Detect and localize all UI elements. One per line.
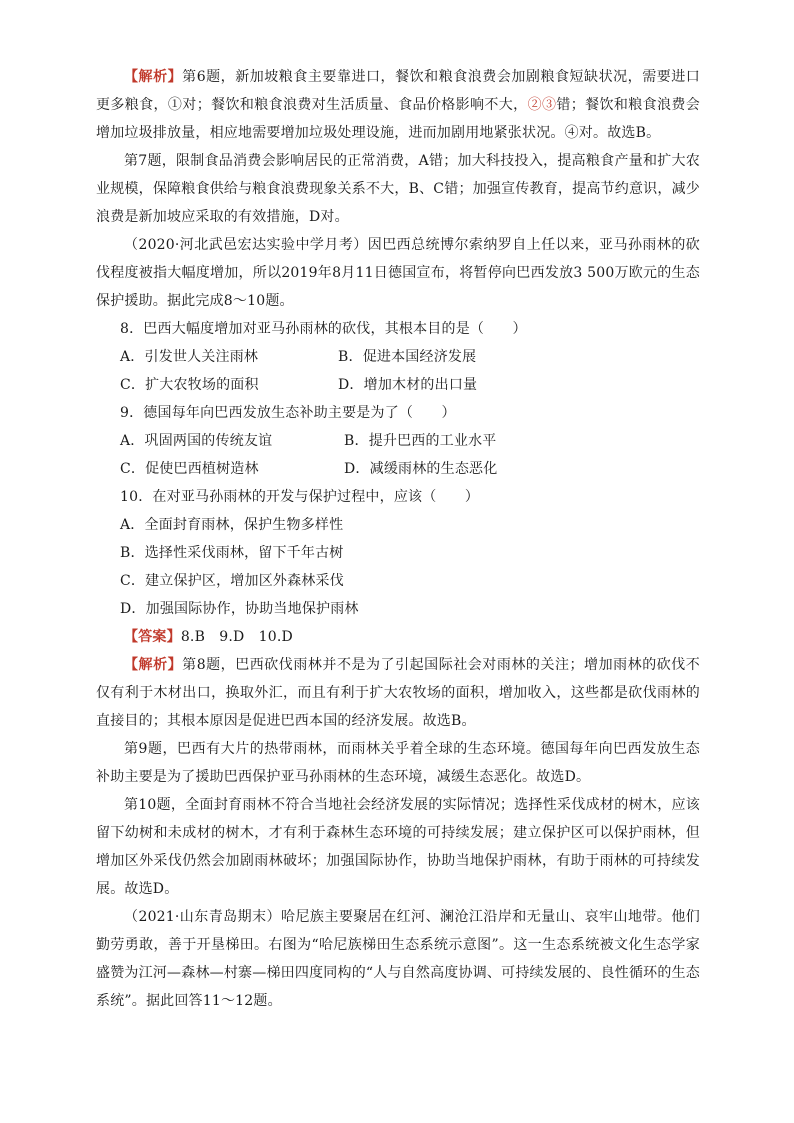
- analysis-q6-text-2: 错；餐饮和粮食浪费会增加垃圾排放量，相应地需要增加垃圾处理设施，进而加剧用地紧张状况。④对。故选B。: [96, 97, 701, 141]
- question-10-option-a: A．全面封育雨林，保护生物多样性: [120, 517, 344, 533]
- question-9-options-row-1: [96, 427, 700, 455]
- analysis-q10: 第10题，全面封育雨林不符合当地社会经济发展的实际情况；选择性采伐成材的树木，应该留下幼树和未成材的树木，才有利于森林生态环境的可持续发展；建立保护区可以保护雨林，但增加区外采伐仍然会加剧雨林破坏；加强国际协作，协助当地保护雨林，有助于雨林的可持续发展。故选D。: [96, 797, 700, 897]
- document-content: [96, 63, 700, 1015]
- analysis-tag: 【解析】: [124, 69, 183, 85]
- analysis-q8-text: 第8题，巴西砍伐雨林并不是为了引起国际社会对雨林的关注；增加雨林的砍伐不仅有利于木材出口，换取外汇，而且有利于扩大农牧场的面积，增加收入，这些都是砍伐雨林的直接目的；其根本原因是促进巴西本国的经济发展。故选B。: [96, 657, 700, 729]
- question-8-option-a: A．引发世人关注雨林: [120, 349, 259, 365]
- question-9-options-row-2: [96, 455, 700, 483]
- question-10-option-c: C．建立保护区，增加区外森林采伐: [120, 573, 344, 589]
- question-9-option-d: D．减缓雨林的生态恶化: [344, 461, 498, 477]
- question-9-option-b: B．提升巴西的工业水平: [344, 433, 497, 449]
- question-8-option-b: B．促进本国经济发展: [338, 349, 477, 365]
- question-8-option-c: C．扩大农牧场的面积: [120, 377, 259, 393]
- question-9-option-c: C．促使巴西植树造林: [120, 461, 259, 477]
- question-10-stem: 10．在对亚马孙雨林的开发与保护过程中，应该（ ）: [120, 489, 480, 505]
- question-8-options-row-2: [96, 371, 700, 399]
- analysis-q7: 第7题，限制食品消费会影响居民的正常消费，A错；加大科技投入，提高粮食产量和扩大农业规模，保障粮食供给与粮食浪费现象关系不大，B、C错；加强宣传教育，提高节约意识，减少浪费是新加坡应采取的有效措施，D对。: [96, 153, 700, 225]
- analysis-q9: 第9题，巴西有大片的热带雨林，而雨林关乎着全球的生态环境。德国每年向巴西发放生态补助主要是为了援助巴西保护亚马孙雨林的生态环境，减缓生态恶化。故选D。: [96, 741, 700, 785]
- question-intro-8-10: （2020·河北武邑宏达实验中学月考）因巴西总统博尔索纳罗自上任以来，亚马孙雨林的砍伐程度被指大幅度增加，所以2019年8月11日德国宣布，将暂停向巴西发放3 500万欧元的生态保护援助。据此完成8～10题。: [96, 237, 700, 309]
- question-9-stem: 9．德国每年向巴西发放生态补助主要是为了（ ）: [120, 405, 456, 421]
- analysis-q6-text-1: 第6题，新加坡粮食主要靠进口，餐饮和粮食浪费会加剧粮食短缺状况，需要进口更多粮食，①对；餐饮和粮食浪费对生活质量、食品价格影响不大，: [96, 69, 700, 113]
- answer-text: 8.B 9.D 10.D: [180, 629, 293, 645]
- question-8-options-row-1: [96, 343, 700, 371]
- answer-line: [96, 623, 700, 651]
- analysis-tag: 【解析】: [124, 657, 183, 673]
- analysis-q6: [96, 63, 700, 147]
- question-intro-11-12: （2021·山东青岛期末）哈尼族主要聚居在红河、澜沧江沿岸和无量山、哀牢山地带。他们勤劳勇敢，善于开垦梯田。右图为“哈尼族梯田生态系统示意图”。这一生态系统被文化生态学家盛赞为江河—森林—村寨—梯田四度同构的“人与自然高度协调、可持续发展的、良性循环的生态系统”。据此回答11～12题。: [96, 909, 700, 1009]
- question-10-option-d: D．加强国际协作，协助当地保护雨林: [120, 601, 359, 617]
- question-9-option-a: A．巩固两国的传统友谊: [120, 433, 273, 449]
- question-8-stem: 8．巴西大幅度增加对亚马孙雨林的砍伐，其根本目的是（ ）: [120, 321, 527, 337]
- answer-tag: 【答案】: [124, 629, 181, 645]
- question-8-option-d: D．增加木材的出口量: [338, 377, 478, 393]
- question-10-option-b: B．选择性采伐雨林，留下千年古树: [120, 545, 344, 561]
- analysis-q6-highlight: ②③: [527, 97, 557, 113]
- analysis-q8: [96, 651, 700, 735]
